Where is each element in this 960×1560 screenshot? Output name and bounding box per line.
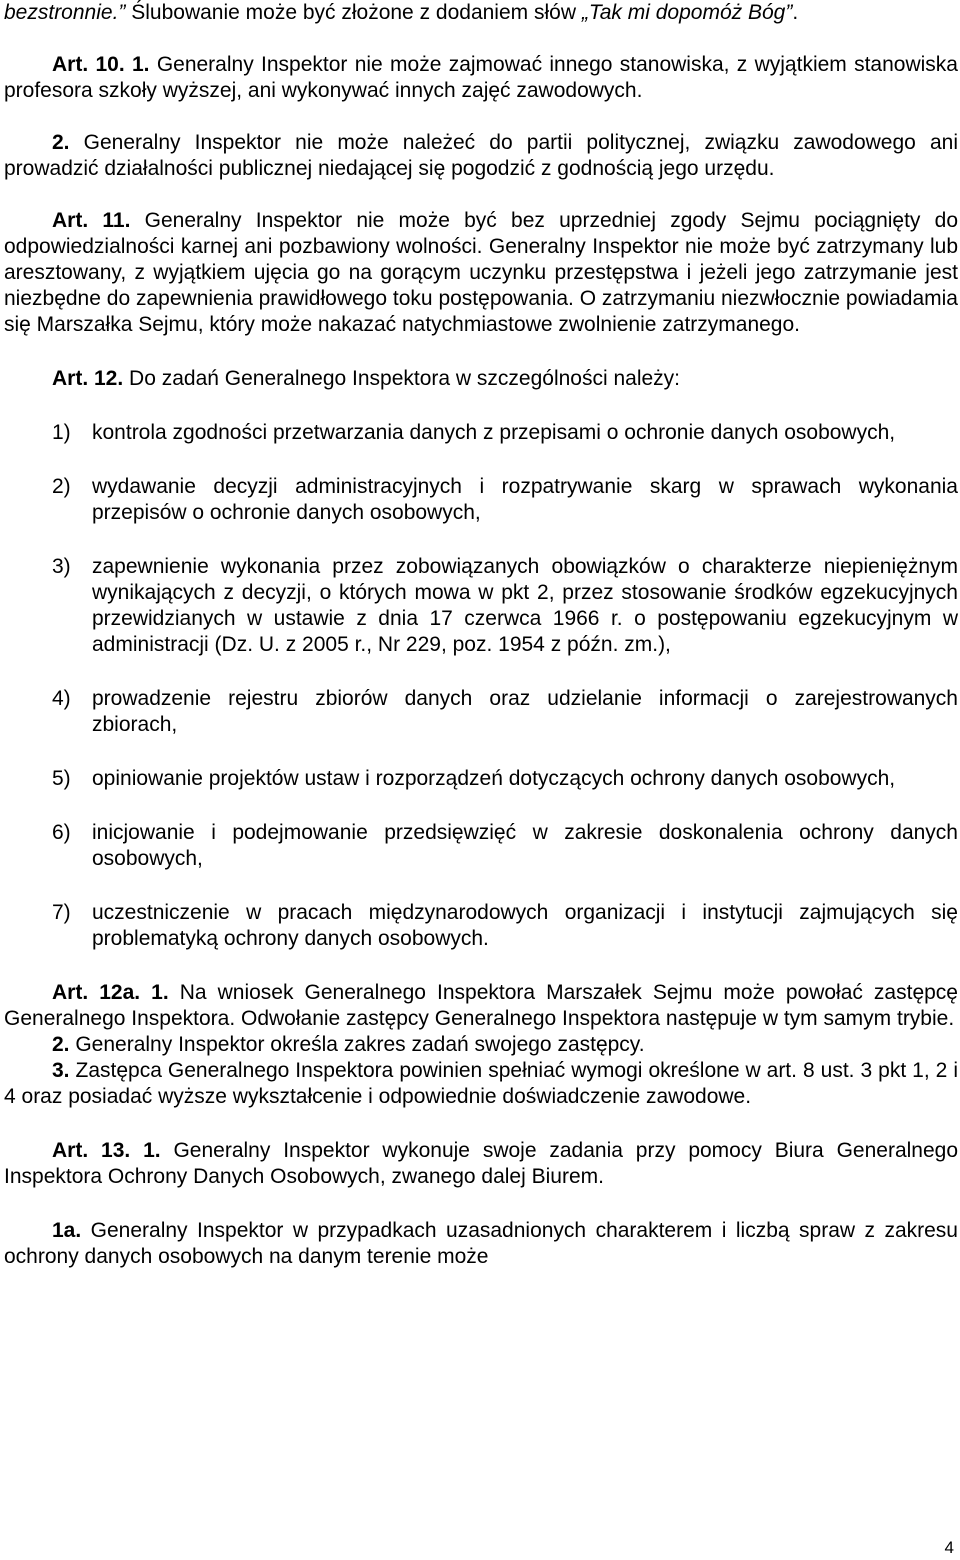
- italic-fragment: bezstronnie.”: [4, 1, 126, 24]
- art-10-paragraph-2: [4, 130, 958, 182]
- paragraph-text: Do zadań Generalnego Inspektora w szczególności należy:: [123, 367, 681, 390]
- sentence-end: .: [792, 1, 799, 24]
- list-item: [4, 554, 958, 658]
- list-item: [4, 474, 958, 526]
- paragraph-text: Zastępca Generalnego Inspektora powinien spełniać wymogi określone w art. 8 ust. 3 pkt 1, 2 i 4 oraz posiadać wyższe wykształcenie i odpowiednie doświadczenie zawodowe.: [4, 1059, 958, 1108]
- paragraph-number: 2.: [52, 1033, 70, 1056]
- list-item-text: inicjowanie i podejmowanie przedsięwzięć w zakresie doskonalenia ochrony danych osobowych,: [92, 821, 958, 870]
- art-12a-paragraph-3: [4, 1058, 958, 1110]
- list-item-number: 7): [52, 901, 71, 924]
- article-heading: Art. 11.: [52, 209, 131, 232]
- art-12a-paragraph-1: [4, 980, 958, 1032]
- paragraph-text: Generalny Inspektor nie może zajmować innego stanowiska, z wyjątkiem stanowiska profesora szkoły wyższej, ani wykonywać innych zajęć zawodowych.: [4, 53, 958, 102]
- document-page: [4, 0, 958, 1270]
- paragraph-text: Generalny Inspektor w przypadkach uzasadnionych charakterem i liczbą spraw z zakresu ochrony danych osobowych na danym terenie może: [4, 1219, 958, 1268]
- paragraph-text: Na wniosek Generalnego Inspektora Marszałek Sejmu może powołać zastępcę Generalnego Inspektora. Odwołanie zastępcy Generalnego Inspektora następuje w tym samym trybie.: [4, 981, 958, 1030]
- paragraph-number: 2.: [52, 131, 70, 154]
- list-item-number: 3): [52, 555, 71, 578]
- list-item-number: 4): [52, 687, 71, 710]
- list-item-number: 1): [52, 421, 71, 444]
- list-item: [4, 820, 958, 872]
- list-item-number: 2): [52, 475, 71, 498]
- paragraph-number: 3.: [52, 1059, 70, 1082]
- oath-closing-line: [4, 0, 958, 26]
- art-12a-paragraph-2: [4, 1032, 958, 1058]
- page-number: 4: [944, 1538, 954, 1557]
- list-item: [4, 686, 958, 738]
- plain-fragment: Ślubowanie może być złożone z dodaniem słów: [125, 1, 582, 24]
- article-heading: Art. 13. 1.: [52, 1139, 161, 1162]
- art-10-paragraph-1: [4, 52, 958, 104]
- article-heading: Art. 12a. 1.: [52, 981, 169, 1004]
- list-item-text: opiniowanie projektów ustaw i rozporządzeń dotyczących ochrony danych osobowych,: [92, 767, 896, 790]
- list-item-text: kontrola zgodności przetwarzania danych z przepisami o ochronie danych osobowych,: [92, 421, 896, 444]
- art-11-paragraph: [4, 208, 958, 338]
- art-13-paragraph-1a: [4, 1218, 958, 1270]
- list-item-text: zapewnienie wykonania przez zobowiązanych obowiązków o charakterze niepieniężnym wynikających z decyzji, o których mowa w pkt 2, przez stosowanie środków egzekucyjnych przewidzianych w ustawie z dnia 17 czerwca 1966 r. o postępowaniu egzekucyjnym w administracji (Dz. U. z 2005 r., Nr 229, poz. 1954 z późn. zm.),: [92, 555, 958, 656]
- oath-formula: „Tak mi dopomóż Bóg”: [581, 1, 793, 24]
- paragraph-text: Generalny Inspektor określa zakres zadań swojego zastępcy.: [69, 1033, 645, 1056]
- art-13-paragraph-1: [4, 1138, 958, 1190]
- list-item-text: uczestniczenie w pracach międzynarodowych organizacji i instytucji zajmujących się problematyką ochrony danych osobowych.: [92, 901, 958, 950]
- list-item-number: 6): [52, 821, 71, 844]
- paragraph-number: 1a.: [52, 1219, 82, 1242]
- paragraph-text: Generalny Inspektor nie może być bez uprzedniej zgody Sejmu pociągnięty do odpowiedzialności karnej ani pozbawiony wolności. Generalny Inspektor nie może być zatrzymany lub aresztowany, z wyjątkiem ujęcia go na gorącym uczynku przestępstwa i jeżeli jego zatrzymanie jest niezbędne do zapewnienia prawidłowego toku postępowania. O zatrzymaniu niezwłocznie powiadamia się Marszałka Sejmu, który może nakazać natychmiastowe zwolnienie zatrzymanego.: [4, 209, 958, 336]
- list-item-text: wydawanie decyzji administracyjnych i rozpatrywanie skarg w sprawach wykonania przepisów o ochronie danych osobowych,: [92, 475, 958, 524]
- art-12-intro: [4, 366, 958, 392]
- article-heading: Art. 12.: [52, 367, 124, 390]
- paragraph-text: Generalny Inspektor nie może należeć do partii politycznej, związku zawodowego ani prowadzić działalności publicznej niedającej się pogodzić z godnością jego urzędu.: [4, 131, 958, 180]
- list-item-text: prowadzenie rejestru zbiorów danych oraz udzielanie informacji o zarejestrowanych zbiorach,: [92, 687, 958, 736]
- list-item: [4, 900, 958, 952]
- art-12-task-list: [4, 420, 958, 952]
- paragraph-text: Generalny Inspektor wykonuje swoje zadania przy pomocy Biura Generalnego Inspektora Ochrony Danych Osobowych, zwanego dalej Biurem.: [4, 1139, 959, 1188]
- list-item: [4, 420, 958, 446]
- list-item-number: 5): [52, 767, 71, 790]
- list-item: [4, 766, 958, 792]
- article-heading: Art. 10. 1.: [52, 53, 150, 76]
